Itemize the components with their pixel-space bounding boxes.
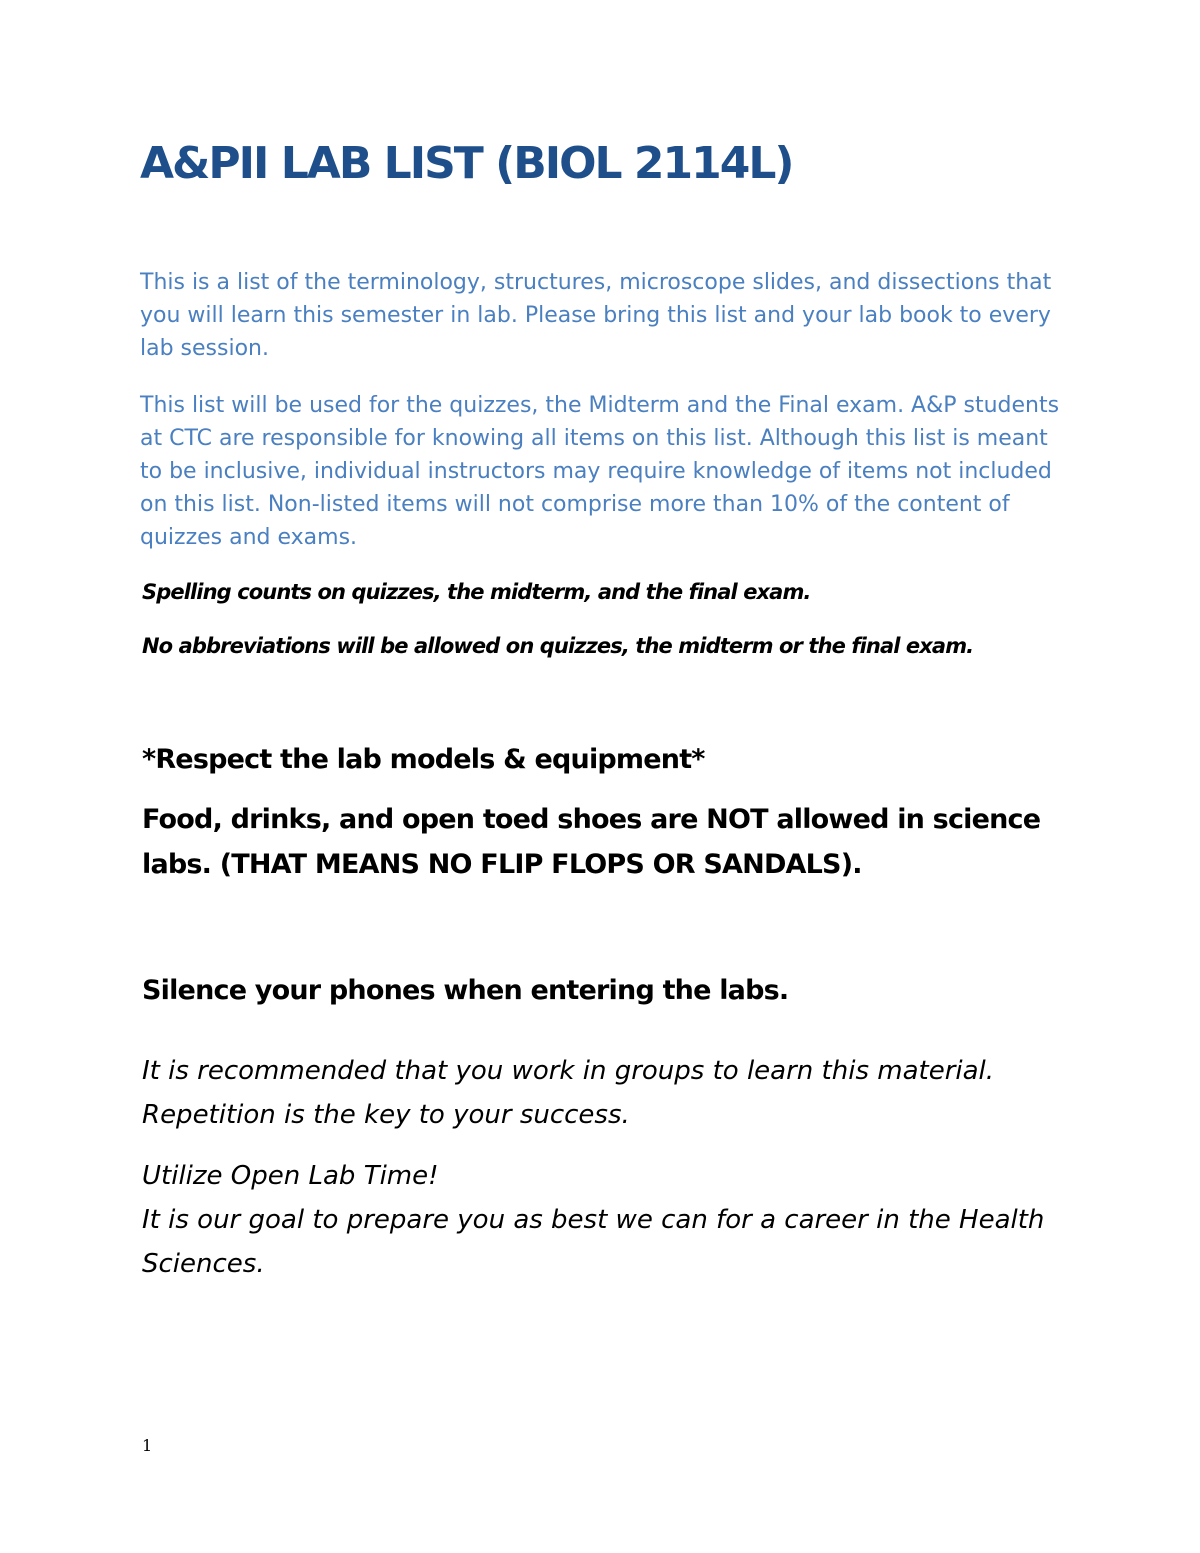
intro-paragraph-2: This list will be used for the quizzes, the Midterm and the Final exam. A&P students at CTC are responsible for knowing all items on this list. Although this list is meant to be inclusive, individual instructors may require knowledge of items not included on this list. Non-listed items will not comprise more than 10% of the content of quizzes and exams. — [140, 393, 1060, 550]
advice-career-goal: It is our goal to prepare you as best we can for a career in the Health Sciences. — [142, 1205, 1045, 1279]
advice-open-lab-block — [142, 1154, 1082, 1286]
page-number: 1 — [142, 1436, 153, 1455]
advice-open-lab-time: Utilize Open Lab Time! — [142, 1161, 439, 1191]
rule-abbreviations: No abbreviations will be allowed on quizzes, the midterm or the final exam. — [142, 634, 974, 658]
advice-work-in-groups: It is recommended that you work in groups to learn this material. Repetition is the key to your success. — [142, 1056, 995, 1130]
notice-respect-equipment: *Respect the lab models & equipment* — [142, 744, 705, 775]
intro-paragraph-1: This is a list of the terminology, structures, microscope slides, and dissections that you will learn this semester in lab. Please bring this list and your lab book to every lab session. — [140, 270, 1052, 361]
rule-spelling: Spelling counts on quizzes, the midterm, and the final exam. — [142, 580, 811, 604]
notice-food-drinks-shoes: Food, drinks, and open toed shoes are NOT allowed in science labs. (THAT MEANS NO FLIP FLOPS OR SANDALS). — [142, 804, 1041, 880]
notice-silence-phones: Silence your phones when entering the labs. — [142, 975, 789, 1006]
page-title: A&PII LAB LIST (BIOL 2114L) — [140, 138, 793, 189]
